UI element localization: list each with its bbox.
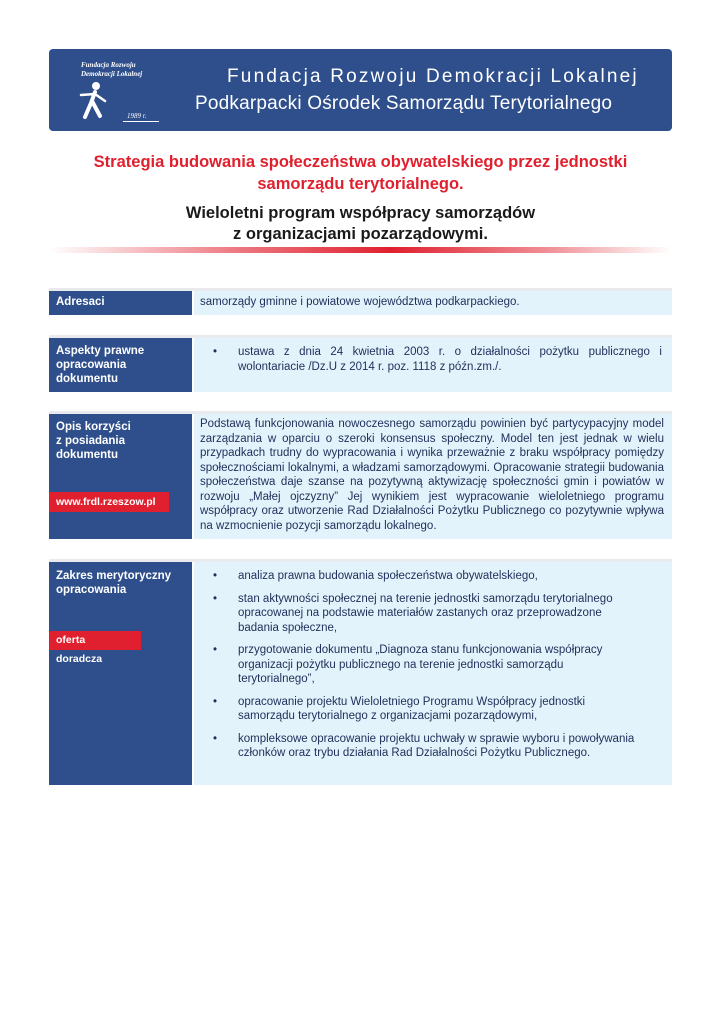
section-adresaci (49, 288, 672, 315)
document-subtitle (49, 203, 672, 245)
label-line: dokumentu (56, 449, 118, 461)
list-item: • analiza prawna budowania społeczeństwa obywatelskiego, (200, 569, 642, 584)
label-line: opracowania (56, 584, 127, 596)
label-line: Zakres merytoryczny (56, 570, 172, 582)
document-title (49, 151, 672, 195)
website-link[interactable]: www.frdl.rzeszow.pl (49, 492, 169, 512)
section-content-zakres (194, 562, 672, 785)
label-line: opracowania (56, 359, 127, 371)
label-line: z posiadania (56, 435, 126, 447)
title-divider (49, 247, 672, 253)
list-item: • stan aktywności społecznej na terenie jednostki samorządu terytorialnego opracowanej na podstawie materiałów zastanych oraz przeprowadzone badania społeczne, (200, 592, 642, 636)
header-banner (49, 49, 672, 131)
logo-line1: Fundacja Rozwoju (81, 61, 136, 69)
banner-title-center: Podkarpacki Ośrodek Samorządu Terytorialnego (195, 93, 613, 114)
label-line: dokumentu (56, 373, 118, 385)
section-label-zakres (49, 562, 192, 785)
section-label-opis (49, 414, 192, 539)
document-title-line2: samorządu terytorialnego. (257, 175, 464, 193)
logo-line2: Demokracji Lokalnej (81, 70, 143, 78)
list-item: • ustawa z dnia 24 kwietnia 2003 r. o działalności pożytku publicznego i wolontariacie /Dz.U z 2014 r. poz. 1118 z późn.zm./. (200, 345, 662, 374)
section-content-aspekty (194, 338, 672, 392)
section-aspekty (49, 335, 672, 392)
list-item: • opracowanie projektu Wieloletniego Programu Współpracy jednostki samorządu terytorialnego z organizacjami pozarządowymi, (200, 695, 642, 724)
label-line: Opis korzyści (56, 421, 131, 433)
document-subtitle-line2: z organizacjami pozarządowymi. (233, 225, 488, 243)
section-label-adresaci: Adresaci (49, 291, 192, 315)
logo-year: 1989 r. (127, 112, 147, 120)
document-subtitle-line1: Wieloletni program współpracy samorządów (185, 204, 536, 222)
walking-figure-icon (79, 81, 109, 121)
section-zakres (49, 559, 672, 785)
offer-badge: oferta doradcza (49, 631, 141, 650)
foundation-logo (57, 55, 177, 125)
section-content-opis: Podstawą funkcjonowania nowoczesnego samorządu powinien być partycypacyjny model zarządzania w oparciu o szeroki konsensus społeczny. Model ten jest jednak w wielu przypadkach trudny do wypracowania i wynika przeważnie z braku współpracy pomiędzy społecznościami lokalnymi, a władzami samorządowymi. Opracowanie strategii budowania społeczeństwa daje szanse na pozytywną aktywizację społeczności gmin i powiatów w rozwoju „Małej ojczyzny” Jej wynikiem jest wypracowanie wieloletniego programu współpracy oraz utworzenie Rad Działalności Pożytku Publicznego co pozytywnie wpływa na wzmocnienie pozycji samorządu lokalnego. (194, 414, 672, 539)
list-item: • przygotowanie dokumentu „Diagnoza stanu funkcjonowania współpracy organizacji pożytku publicznego na terenie jednostki samorządu terytorialnego”, (200, 643, 642, 687)
banner-title-foundation: Fundacja Rozwoju Demokracji Lokalnej (227, 66, 639, 87)
section-content-adresaci: samorządy gminne i powiatowe województwa podkarpackiego. (194, 291, 672, 315)
document-title-line1: Strategia budowania społeczeństwa obywatelskiego przez jednostki (93, 153, 628, 171)
label-line: Aspekty prawne (56, 345, 145, 357)
section-opis (49, 411, 672, 539)
logo-rule (123, 121, 159, 122)
list-item: • kompleksowe opracowanie projektu uchwały w sprawie wyboru i powoływania członków oraz trybu działania Rad Działalności Pożytku Publicznego. (200, 732, 642, 761)
section-label-aspekty (49, 338, 192, 392)
